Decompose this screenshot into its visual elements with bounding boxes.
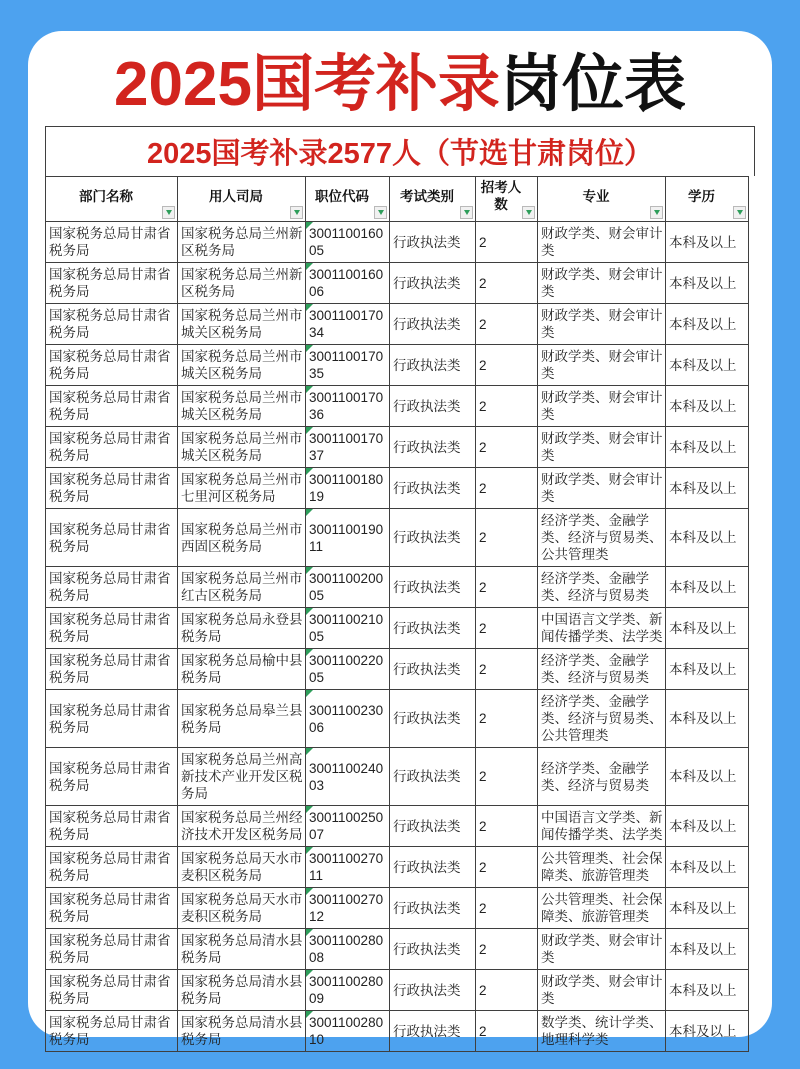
filter-dropdown-icon[interactable] (650, 206, 663, 219)
cell-code (306, 847, 390, 888)
text-format-indicator (306, 345, 313, 352)
cell-dept: 国家税务总局甘肃省税务局 (46, 304, 178, 345)
column-header-dept: 部门名称 (46, 177, 178, 222)
cell-num: 2 (476, 970, 538, 1011)
text-format-indicator (306, 304, 313, 311)
cell-code (306, 263, 390, 304)
cell-num: 2 (476, 888, 538, 929)
text-format-indicator (306, 468, 313, 475)
cell-exam: 行政执法类 (390, 929, 476, 970)
cell-bureau: 国家税务总局兰州经济技术开发区税务局 (178, 806, 306, 847)
cell-exam: 行政执法类 (390, 847, 476, 888)
table-row (46, 806, 749, 847)
header-row (46, 177, 749, 222)
table-row (46, 970, 749, 1011)
text-format-indicator (306, 1011, 313, 1018)
cell-exam: 行政执法类 (390, 386, 476, 427)
cell-num: 2 (476, 386, 538, 427)
cell-num: 2 (476, 468, 538, 509)
cell-num: 2 (476, 222, 538, 263)
position-code-text: 300110027011 (309, 851, 384, 883)
cell-edu: 本科及以上 (666, 386, 749, 427)
cell-edu: 本科及以上 (666, 222, 749, 263)
table-row (46, 567, 749, 608)
text-format-indicator (306, 847, 313, 854)
cell-edu: 本科及以上 (666, 263, 749, 304)
cell-exam: 行政执法类 (390, 649, 476, 690)
cell-edu: 本科及以上 (666, 567, 749, 608)
subtitle-text: 2025国考补录2577人（节选甘肃岗位） (146, 138, 654, 170)
cell-exam: 行政执法类 (390, 427, 476, 468)
cell-major: 经济学类、金融学类、经济与贸易类、公共管理类 (538, 509, 666, 567)
position-code-text: 300110027012 (309, 892, 384, 924)
column-header-bureau: 用人司局 (178, 177, 306, 222)
filter-dropdown-icon[interactable] (460, 206, 473, 219)
table-row (46, 222, 749, 263)
text-format-indicator (306, 690, 313, 697)
cell-edu: 本科及以上 (666, 970, 749, 1011)
cell-num: 2 (476, 847, 538, 888)
cell-bureau: 国家税务总局天水市麦积区税务局 (178, 888, 306, 929)
cell-bureau: 国家税务总局兰州市西固区税务局 (178, 509, 306, 567)
position-code-text: 300110025007 (309, 810, 384, 842)
table-row (46, 304, 749, 345)
cell-dept: 国家税务总局甘肃省税务局 (46, 847, 178, 888)
position-code-text: 300110016006 (309, 267, 384, 299)
position-code-text: 300110018019 (309, 472, 384, 504)
cell-edu: 本科及以上 (666, 929, 749, 970)
cell-dept: 国家税务总局甘肃省税务局 (46, 468, 178, 509)
cell-exam: 行政执法类 (390, 748, 476, 806)
text-format-indicator (306, 263, 313, 270)
filter-dropdown-icon[interactable] (162, 206, 175, 219)
table-row (46, 847, 749, 888)
position-code-text: 300110028009 (309, 974, 384, 1006)
cell-dept: 国家税务总局甘肃省税务局 (46, 1011, 178, 1052)
cell-bureau: 国家税务总局兰州高新技术产业开发区税务局 (178, 748, 306, 806)
cell-code (306, 427, 390, 468)
cell-edu: 本科及以上 (666, 748, 749, 806)
table-header-row (46, 177, 749, 222)
cell-edu: 本科及以上 (666, 345, 749, 386)
cell-code (306, 748, 390, 806)
cell-major: 经济学类、金融学类、经济与贸易类 (538, 748, 666, 806)
column-header-exam: 考试类别 (390, 177, 476, 222)
cell-major: 中国语言文学类、新闻传播学类、法学类 (538, 806, 666, 847)
filter-dropdown-icon[interactable] (374, 206, 387, 219)
filter-arrow-glyph (654, 210, 660, 215)
filter-arrow-glyph (294, 210, 300, 215)
cell-code (306, 222, 390, 263)
cell-num: 2 (476, 690, 538, 748)
cell-code (306, 806, 390, 847)
cell-code (306, 345, 390, 386)
table-row (46, 509, 749, 567)
text-format-indicator (306, 427, 313, 434)
cell-bureau: 国家税务总局清水县税务局 (178, 970, 306, 1011)
cell-exam: 行政执法类 (390, 345, 476, 386)
cell-major: 中国语言文学类、新闻传播学类、法学类 (538, 608, 666, 649)
cell-code (306, 649, 390, 690)
position-code-text: 300110021005 (309, 612, 384, 644)
title-red-text: 2025国考补录 (114, 50, 500, 119)
cell-num: 2 (476, 929, 538, 970)
table-row (46, 608, 749, 649)
position-code-text: 300110028008 (309, 933, 384, 965)
text-format-indicator (306, 222, 313, 229)
text-format-indicator (306, 649, 313, 656)
cell-major: 财政学类、财会审计类 (538, 970, 666, 1011)
position-code-text: 300110016005 (309, 226, 384, 258)
cell-code (306, 304, 390, 345)
cell-bureau: 国家税务总局兰州市红古区税务局 (178, 567, 306, 608)
cell-bureau: 国家税务总局兰州市城关区税务局 (178, 386, 306, 427)
cell-major: 经济学类、金融学类、经济与贸易类 (538, 567, 666, 608)
cell-major: 财政学类、财会审计类 (538, 929, 666, 970)
cell-num: 2 (476, 1011, 538, 1052)
cell-dept: 国家税务总局甘肃省税务局 (46, 263, 178, 304)
cell-dept: 国家税务总局甘肃省税务局 (46, 888, 178, 929)
cell-num: 2 (476, 806, 538, 847)
cell-dept: 国家税务总局甘肃省税务局 (46, 427, 178, 468)
cell-exam: 行政执法类 (390, 567, 476, 608)
cell-code (306, 608, 390, 649)
text-format-indicator (306, 888, 313, 895)
cell-edu: 本科及以上 (666, 690, 749, 748)
filter-arrow-glyph (378, 210, 384, 215)
cell-bureau: 国家税务总局兰州市城关区税务局 (178, 304, 306, 345)
cell-bureau: 国家税务总局兰州新区税务局 (178, 263, 306, 304)
position-code-text: 300110028010 (309, 1015, 384, 1047)
cell-dept: 国家税务总局甘肃省税务局 (46, 345, 178, 386)
cell-num: 2 (476, 263, 538, 304)
table-row (46, 345, 749, 386)
cell-bureau: 国家税务总局兰州新区税务局 (178, 222, 306, 263)
cell-code (306, 929, 390, 970)
cell-edu: 本科及以上 (666, 608, 749, 649)
cell-bureau: 国家税务总局清水县税务局 (178, 929, 306, 970)
cell-exam: 行政执法类 (390, 222, 476, 263)
table-row (46, 427, 749, 468)
cell-num: 2 (476, 567, 538, 608)
cell-code (306, 1011, 390, 1052)
cell-edu: 本科及以上 (666, 649, 749, 690)
poster-card (28, 31, 772, 1047)
filter-arrow-glyph (464, 210, 470, 215)
filter-dropdown-icon[interactable] (522, 206, 535, 219)
cell-major: 财政学类、财会审计类 (538, 222, 666, 263)
cell-bureau: 国家税务总局天水市麦积区税务局 (178, 847, 306, 888)
cell-dept: 国家税务总局甘肃省税务局 (46, 970, 178, 1011)
cell-exam: 行政执法类 (390, 509, 476, 567)
cell-code (306, 468, 390, 509)
cell-code (306, 567, 390, 608)
table-row (46, 888, 749, 929)
position-code-text: 300110017036 (309, 390, 384, 422)
column-header-edu: 学历 (666, 177, 749, 222)
text-format-indicator (306, 970, 313, 977)
column-header-major: 专业 (538, 177, 666, 222)
cell-edu: 本科及以上 (666, 304, 749, 345)
table-body (46, 222, 749, 1052)
cell-exam: 行政执法类 (390, 1011, 476, 1052)
table-row (46, 690, 749, 748)
page-title (45, 31, 755, 126)
cell-num: 2 (476, 304, 538, 345)
text-format-indicator (306, 386, 313, 393)
cell-major: 公共管理类、社会保障类、旅游管理类 (538, 888, 666, 929)
cell-exam: 行政执法类 (390, 263, 476, 304)
cell-bureau: 国家税务总局皋兰县税务局 (178, 690, 306, 748)
position-code-text: 300110023006 (309, 702, 384, 735)
table-row (46, 748, 749, 806)
cell-exam: 行政执法类 (390, 690, 476, 748)
cell-dept: 国家税务总局甘肃省税务局 (46, 748, 178, 806)
position-code-text: 300110020005 (309, 571, 384, 603)
column-header-num: 招考人数 (476, 177, 538, 222)
cell-edu: 本科及以上 (666, 427, 749, 468)
cell-dept: 国家税务总局甘肃省税务局 (46, 929, 178, 970)
cell-dept: 国家税务总局甘肃省税务局 (46, 222, 178, 263)
cell-dept: 国家税务总局甘肃省税务局 (46, 806, 178, 847)
table-row (46, 386, 749, 427)
cell-num: 2 (476, 427, 538, 468)
table-row (46, 468, 749, 509)
cell-edu: 本科及以上 (666, 1011, 749, 1052)
cell-code (306, 690, 390, 748)
cell-code (306, 970, 390, 1011)
title-black-text: 岗位表 (499, 50, 686, 119)
position-code-text: 300110017035 (309, 349, 384, 381)
text-format-indicator (306, 608, 313, 615)
cell-code (306, 386, 390, 427)
table-row (46, 1011, 749, 1052)
cell-exam: 行政执法类 (390, 304, 476, 345)
position-code-text: 300110017034 (309, 308, 384, 340)
cell-exam: 行政执法类 (390, 806, 476, 847)
cell-edu: 本科及以上 (666, 847, 749, 888)
subtitle-banner (45, 126, 755, 176)
cell-dept: 国家税务总局甘肃省税务局 (46, 509, 178, 567)
position-code-text: 300110019011 (309, 521, 384, 554)
cell-major: 财政学类、财会审计类 (538, 263, 666, 304)
cell-dept: 国家税务总局甘肃省税务局 (46, 608, 178, 649)
cell-major: 数学类、统计学类、地理科学类 (538, 1011, 666, 1052)
text-format-indicator (306, 806, 313, 813)
text-format-indicator (306, 567, 313, 574)
column-header-code: 职位代码 (306, 177, 390, 222)
cell-major: 财政学类、财会审计类 (538, 386, 666, 427)
cell-major: 经济学类、金融学类、经济与贸易类、公共管理类 (538, 690, 666, 748)
cell-bureau: 国家税务总局兰州市七里河区税务局 (178, 468, 306, 509)
cell-edu: 本科及以上 (666, 468, 749, 509)
cell-edu: 本科及以上 (666, 806, 749, 847)
cell-dept: 国家税务总局甘肃省税务局 (46, 690, 178, 748)
cell-bureau: 国家税务总局榆中县税务局 (178, 649, 306, 690)
filter-dropdown-icon[interactable] (733, 206, 746, 219)
cell-num: 2 (476, 509, 538, 567)
cell-dept: 国家税务总局甘肃省税务局 (46, 567, 178, 608)
table-row (46, 649, 749, 690)
text-format-indicator (306, 509, 313, 516)
filter-arrow-glyph (526, 210, 532, 215)
cell-num: 2 (476, 345, 538, 386)
cell-bureau: 国家税务总局清水县税务局 (178, 1011, 306, 1052)
text-format-indicator (306, 748, 313, 755)
filter-arrow-glyph (166, 210, 172, 215)
cell-bureau: 国家税务总局兰州市城关区税务局 (178, 427, 306, 468)
cell-edu: 本科及以上 (666, 509, 749, 567)
cell-num: 2 (476, 748, 538, 806)
cell-bureau: 国家税务总局兰州市城关区税务局 (178, 345, 306, 386)
cell-edu: 本科及以上 (666, 888, 749, 929)
cell-num: 2 (476, 608, 538, 649)
cell-exam: 行政执法类 (390, 970, 476, 1011)
cell-code (306, 888, 390, 929)
table-row (46, 929, 749, 970)
cell-major: 财政学类、财会审计类 (538, 427, 666, 468)
position-code-text: 300110017037 (309, 431, 384, 463)
cell-num: 2 (476, 649, 538, 690)
cell-major: 经济学类、金融学类、经济与贸易类 (538, 649, 666, 690)
text-format-indicator (306, 929, 313, 936)
cell-major: 财政学类、财会审计类 (538, 304, 666, 345)
filter-arrow-glyph (737, 210, 743, 215)
cell-exam: 行政执法类 (390, 888, 476, 929)
positions-table (45, 176, 749, 1052)
cell-code (306, 509, 390, 567)
table-row (46, 263, 749, 304)
filter-dropdown-icon[interactable] (290, 206, 303, 219)
cell-bureau: 国家税务总局永登县税务局 (178, 608, 306, 649)
cell-exam: 行政执法类 (390, 468, 476, 509)
cell-dept: 国家税务总局甘肃省税务局 (46, 649, 178, 690)
cell-major: 财政学类、财会审计类 (538, 345, 666, 386)
cell-exam: 行政执法类 (390, 608, 476, 649)
cell-major: 财政学类、财会审计类 (538, 468, 666, 509)
position-code-text: 300110022005 (309, 653, 384, 685)
position-code-text: 300110024003 (309, 760, 384, 793)
cell-major: 公共管理类、社会保障类、旅游管理类 (538, 847, 666, 888)
cell-dept: 国家税务总局甘肃省税务局 (46, 386, 178, 427)
